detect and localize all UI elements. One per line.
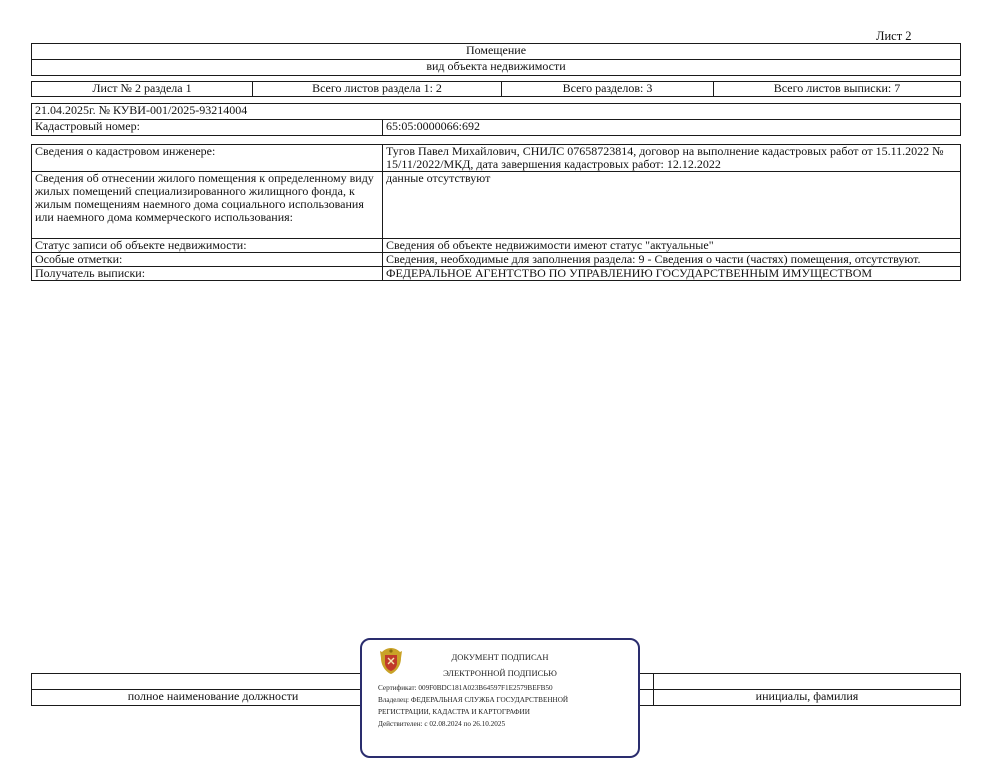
table-row <box>32 172 961 239</box>
stamp-subheading: ЭЛЕКТРОННОЙ ПОДПИСЬЮ <box>443 668 557 678</box>
stamp-owner-continued: РЕГИСТРАЦИИ, КАДАСТРА И КАРТОГРАФИИ <box>378 708 530 716</box>
row-value: ФЕДЕРАЛЬНОЕ АГЕНТСТВО ПО УПРАВЛЕНИЮ ГОСУДАРСТВЕННЫМ ИМУЩЕСТВОМ <box>383 267 961 281</box>
object-type-title: Помещение <box>32 44 961 60</box>
row-value: Сведения об объекте недвижимости имеют статус "актуальные" <box>383 239 961 253</box>
cadastral-number-value: 65:05:0000066:692 <box>383 120 961 136</box>
table-row <box>32 267 961 281</box>
object-header-table <box>31 43 961 76</box>
cadastral-number-label: Кадастровый номер: <box>32 120 383 136</box>
electronic-signature-stamp <box>360 638 640 758</box>
row-label: Сведения о кадастровом инженере: <box>32 145 383 172</box>
row-label: Сведения об отнесении жилого помещения к определенному виду жилых помещений специализированного жилищного фонда, к жилым помещениям наемного дома социального использования или наемного дома коммерческого использования: <box>32 172 383 239</box>
total-sheets-section: Всего листов раздела 1: 2 <box>253 82 502 97</box>
name-caption: инициалы, фамилия <box>654 690 961 706</box>
table-row <box>32 253 961 267</box>
sheet-number: Лист 2 <box>876 29 912 43</box>
total-sheets-extract: Всего листов выписки: 7 <box>714 82 961 97</box>
name-field <box>654 674 961 690</box>
object-type-caption: вид объекта недвижимости <box>32 60 961 76</box>
stamp-validity: Действителен: с 02.08.2024 по 26.10.2025 <box>378 720 506 728</box>
table-row <box>32 239 961 253</box>
row-value: Сведения, необходимые для заполнения раздела: 9 - Сведения о части (частях) помещения, отсутствуют. <box>383 253 961 267</box>
row-value: данные отсутствуют <box>383 172 961 239</box>
stamp-owner: Владелец: ФЕДЕРАЛЬНАЯ СЛУЖБА ГОСУДАРСТВЕННОЙ <box>378 696 569 704</box>
stamp-heading: ДОКУМЕНТ ПОДПИСАН <box>451 652 549 662</box>
requisites-table <box>31 103 961 136</box>
total-sections: Всего разделов: 3 <box>502 82 714 97</box>
row-value: Тугов Павел Михайлович, СНИЛС 07658723814, договор на выполнение кадастровых работ от 15.11.2022 № 15/11/2022/МКД, дата завершения кадастровых работ: 12.12.2022 <box>383 145 961 172</box>
row-label: Статус записи об объекте недвижимости: <box>32 239 383 253</box>
extract-date-number: 21.04.2025г. № КУВИ-001/2025-93214004 <box>32 104 961 120</box>
position-caption: полное наименование должности <box>32 690 395 706</box>
sheets-info-table <box>31 81 961 97</box>
row-label: Получатель выписки: <box>32 267 383 281</box>
table-row <box>32 145 961 172</box>
details-table <box>31 144 961 281</box>
position-field <box>32 674 395 690</box>
stamp-certificate: Сертификат: 009F0BDC181A023B64597F1E2579BEFB50 <box>378 684 553 692</box>
sheet-of-section: Лист № 2 раздела 1 <box>32 82 253 97</box>
row-label: Особые отметки: <box>32 253 383 267</box>
